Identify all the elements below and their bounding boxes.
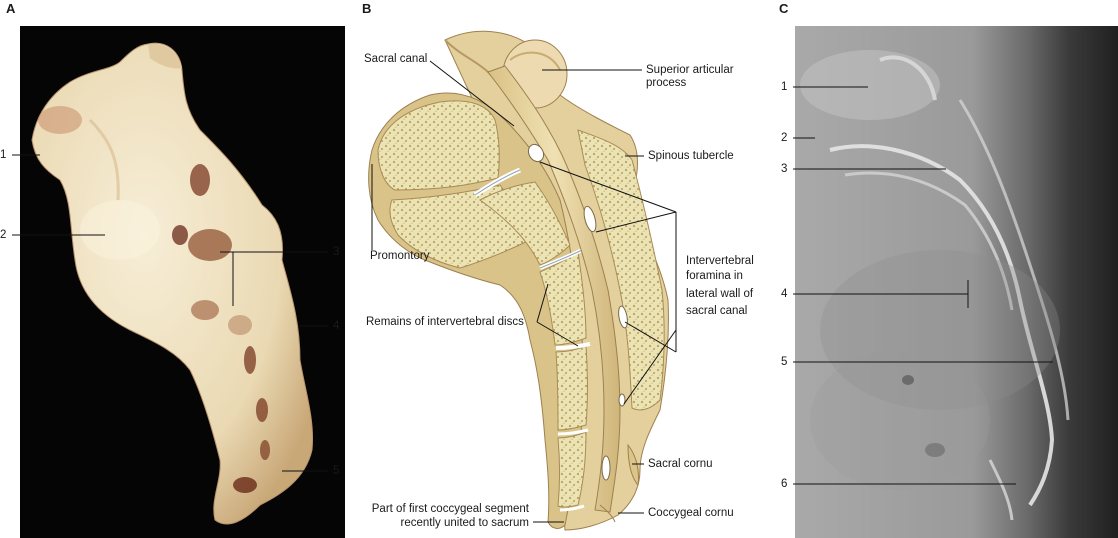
label-superior-articular-process-line2: process [646, 77, 687, 89]
panel-a-label-3: 3 [333, 246, 340, 258]
label-intervertebral-foramina-line3: lateral wall of [686, 288, 754, 300]
sacrum-sagittal-section [369, 31, 669, 530]
panel-a-label-2: 2 [0, 229, 7, 241]
label-sacral-cornu: Sacral cornu [648, 458, 713, 470]
label-remains-intervertebral-discs: Remains of intervertebral discs [366, 316, 524, 328]
label-coccygeal-segment-line1: Part of first coccygeal segment [371, 503, 529, 515]
panel-a-label-5: 5 [333, 465, 340, 477]
label-superior-articular-process-line1: Superior articular [646, 64, 734, 76]
label-coccygeal-cornu: Coccygeal cornu [648, 507, 734, 519]
panel-c-label-6: 6 [781, 478, 788, 490]
panel-c-label-5: 5 [781, 356, 788, 368]
label-coccygeal-segment-line2: recently united to sacrum [400, 517, 529, 529]
panel-c-label-1: 1 [781, 81, 788, 93]
label-spinous-tubercle: Spinous tubercle [648, 150, 734, 162]
label-intervertebral-foramina-line2: foramina in [686, 270, 743, 282]
panel-a-letter: A [6, 1, 16, 16]
panel-c-letter: C [779, 1, 789, 16]
panel-c-label-4: 4 [781, 288, 788, 300]
panel-b-letter: B [362, 1, 372, 16]
label-sacral-canal: Sacral canal [364, 53, 428, 65]
label-promontory: Promontory [370, 250, 430, 262]
panel-a-label-1: 1 [0, 149, 7, 161]
panel-c-label-2: 2 [781, 132, 788, 144]
label-intervertebral-foramina-line4: sacral canal [686, 305, 748, 317]
label-intervertebral-foramina-line1: Intervertebral [686, 255, 754, 267]
panel-a-label-4: 4 [333, 320, 340, 332]
panel-c-label-3: 3 [781, 163, 788, 175]
